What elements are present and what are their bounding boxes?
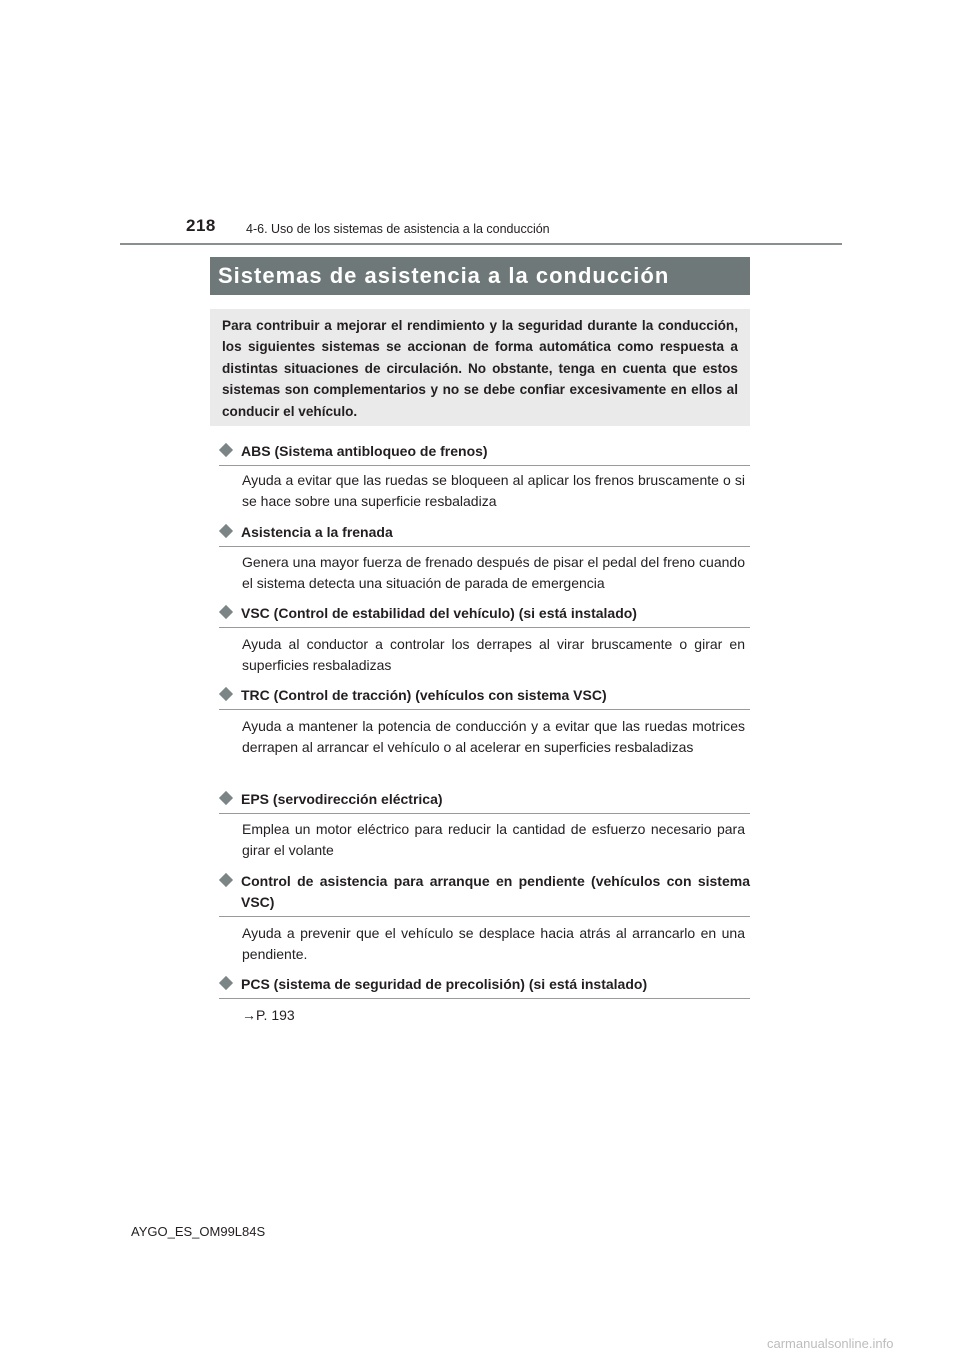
item-heading-text: PCS (sistema de seguridad de precolisión) (si está instalado) [241,976,648,992]
item-heading-eps [219,789,750,814]
item-body-abs: Ayuda a evitar que las ruedas se bloqueen al aplicar los frenos bruscamente o si se hace sobre una superficie resbaladiza [242,472,745,509]
item-heading-text: Asistencia a la frenada [241,524,393,540]
diamond-bullet-icon [219,524,233,538]
diamond-bullet-icon [219,873,233,887]
item-heading-pcs [219,974,750,999]
section-title-bar [210,257,750,295]
diamond-bullet-icon [219,791,233,805]
item-heading-vsc [219,603,750,628]
intro-text: Para contribuir a mejorar el rendimiento y la seguridad durante la conducción, los siguientes sistemas se accionan de forma automática como respuesta a distintas situaciones de circulación. No obstante, tenga en cuenta que estos sistemas son complementarios y no se debe confiar excesivamente en ellos al conducir el vehículo. [222,318,738,419]
footer-doc-code: AYGO_ES_OM99L84S [131,1224,266,1239]
diamond-bullet-icon [219,687,233,701]
intro-box [210,309,750,426]
item-heading-text: ABS (Sistema antibloqueo de frenos) [241,443,488,459]
item-heading-hill-start [219,871,750,917]
item-heading-abs [219,441,750,466]
running-header: 4-6. Uso de los sistemas de asistencia a la conducción [246,222,550,236]
section-title: Sistemas de asistencia a la conducción [218,263,670,288]
item-body-eps: Emplea un motor eléctrico para reducir la cantidad de esfuerzo necesario para girar el volante [242,821,745,858]
item-heading-text: Control de asistencia para arranque en pendiente (vehículos con sistema VSC) [241,873,750,910]
item-body-trc: Ayuda a mantener la potencia de conducción y a evitar que las ruedas motrices derrapen al arrancar el vehículo o al acelerar en superficies resbaladizas [242,718,745,755]
watermark: carmanualsonline.info [767,1336,894,1351]
diamond-bullet-icon [219,976,233,990]
page-number: 218 [186,216,216,235]
item-heading-brake-assist [219,522,750,547]
item-body-pcs-page-reference[interactable]: →P. 193 [242,1007,295,1023]
item-heading-trc [219,685,750,710]
header-rule [120,243,842,245]
diamond-bullet-icon [219,443,233,457]
item-body-hill-start: Ayuda a prevenir que el vehículo se desplace hacia atrás al arrancarlo en una pendiente. [242,925,745,962]
item-heading-text: VSC (Control de estabilidad del vehículo) (si está instalado) [241,605,637,621]
item-body-brake-assist: Genera una mayor fuerza de frenado después de pisar el pedal del freno cuando el sistema detecta una situación de parada de emergencia [242,554,745,591]
item-body-vsc: Ayuda al conductor a controlar los derrapes al virar bruscamente o girar en superficies resbaladizas [242,636,745,673]
diamond-bullet-icon [219,605,233,619]
item-heading-text: EPS (servodirección eléctrica) [241,791,443,807]
item-heading-text: TRC (Control de tracción) (vehículos con sistema VSC) [241,687,607,703]
